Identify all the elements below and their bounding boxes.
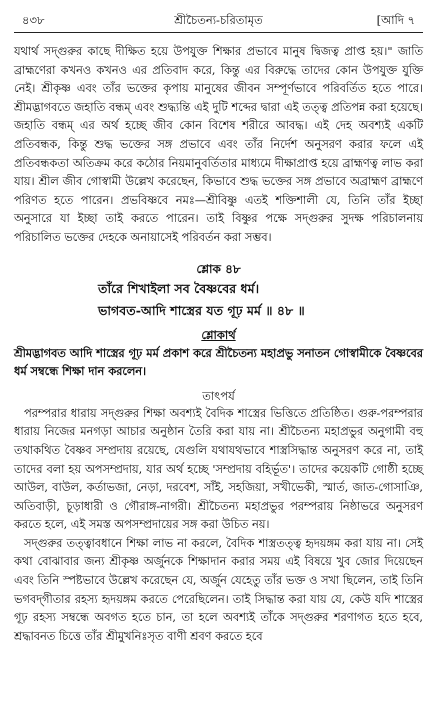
chapter-marker: [আদি ৭ [376, 13, 415, 27]
page-header [14, 6, 423, 33]
page-body [14, 43, 423, 646]
book-title: শ্রীচৈতন্য-চরিতামৃত [174, 13, 263, 27]
verse-line-2: ভাগবত-আদি শাস্ত্রের যত গূঢ় মর্ম ॥ ৪৮ ॥ [98, 302, 305, 318]
page-number: ৪৩৮ [22, 13, 45, 27]
purport-heading: তাৎপর্য [202, 388, 235, 403]
purport-paragraph-2: সদ্‌গুরুর তত্ত্বাবধানে শিক্ষা লাভ না করলে, বৈদিক শাস্ত্রতত্ত্ব হৃদয়ঙ্গম করা যায় না। সেই কথা বোঝাবার জন্য শ্রীকৃষ্ণ অর্জুনকে শিক্ষাদান করার সময় এই বিষয়ে খুব জোর দিয়েছেন এবং তিনি স্পষ্টভাবে উল্লেখ করেছেন যে, অর্জুন যেহেতু তাঁর ভক্ত ও সখা ছিলেন, তাই তিনি ভগবদ্‌গীতার রহস্য হৃদয়ঙ্গম করতে পেরেছিলেন। তাই সিদ্ধান্ত করা যায় যে, কেউ যদি শাস্ত্রের গূঢ় রহস্য সম্বন্ধে অবগত হতে চান, তা হলে অবশ্যই তাঁকে সদ্‌গুরুর শরণাগত হতে হবে, শ্রদ্ধাবনত চিত্তে তাঁর শ্রীমুখনিঃসৃত বাণী শ্রবণ করতে হবে [14, 536, 423, 643]
verse-line-1: তাঁরে শিখাইলা সব বৈষ্ণবের ধর্ম। [98, 280, 260, 296]
purport-paragraph-1: পরম্পরার ধারায় সদ্‌গুরুর শিক্ষা অবশ্যই বৈদিক শাস্ত্রের ভিত্তিতে প্রতিষ্ঠিত। গুরু-পরম্পরার ধারায় নিজের মনগড়া আচার অনুষ্ঠান তৈরি করা যায় না। শ্রীচৈতন্য মহাপ্রভুর অনুগামী বহু তথাকথিত বৈষ্ণব সম্প্রদায় রয়েছে, যেগুলি যথাযথভাবে শাস্ত্রসিদ্ধান্ত অনুসরণ করে না, তাই তাদের বলা হয় অপসম্প্রদায়, যার অর্থ হচ্ছে 'সম্প্রদায় বহির্ভূত'। তাদের কয়েকটি গোষ্ঠী হচ্ছে আউল, বাউল, কর্তাভজা, নেড়া, দরবেশ, সাঁই, সহজিয়া, সখীভেকী, স্মার্ত, জাত-গোসাঞি, অতিবাড়ী, চূড়াধারী ও গৌরাঙ্গ-নাগরী। শ্রীচৈতন্য মহাপ্রভুর পরম্পরায় নিষ্ঠাভরে অনুসরণ করতে হলে, এই সমস্ত অপসম্প্রদায়ের সঙ্গ করা উচিত নয়। [14, 406, 423, 532]
continued-paragraph: যথার্থ সদ্‌গুরুর কাছে দীক্ষিত হয়ে উপযুক্ত শিক্ষার প্রভাবে মানুষ দ্বিজত্ব প্রাপ্ত হয়।" জাতি ব্রাহ্মণেরা কখনও কখনও এর প্রতিবাদ করে, কিন্তু এর বিরুদ্ধে তাদের কোন উপযুক্ত যুক্তি নেই। শ্রীকৃষ্ণ এবং তাঁর ভক্তের কৃপায় মানুষের জীবন সম্পূর্ণভাবে পরিবর্তিত হতে পারে। শ্রীমদ্ভাগবতে জহাতি বন্ধম্ এবং শুদ্ধ্যন্তি এই দুটি শব্দের দ্বারা এই তত্ত্ব প্রতিপন্ন করা হয়েছে। জহাতি বন্ধম্ এর অর্থ হচ্ছে জীব কোন বিশেষ শরীরে আবদ্ধ। এই দেহ অবশ্যই একটি প্রতিবন্ধক, কিন্তু শুদ্ধ ভক্তের সঙ্গ প্রভাবে এবং তাঁর নির্দেশ অনুসরণ করার ফলে এই প্রতিবন্ধকতা অতিক্রম করে কঠোর নিয়মানুবর্তিতার মাধ্যমে দীক্ষাপ্রাপ্ত হয়ে ব্রাহ্মণত্ব লাভ করা যায়। শ্রীল জীব গোস্বামী উল্লেখ করেছেন, কিভাবে শুদ্ধ ভক্তের সঙ্গ প্রভাবে অব্রাহ্মণ ব্রাহ্মণে পরিণত হতে পারেন। প্রভবিষ্ণবে নমঃ—শ্রীবিষ্ণু এতই শক্তিশালী যে, তিনি তাঁর ইচ্ছা অনুসারে যা ইচ্ছা তাই করতে পারেন। তাই বিষ্ণুর পক্ষে সদ্‌গুরুর সুদক্ষ পরিচালনায় পরিচালিত ভক্তের দেহকে অনায়াসেই পরিবর্তন করা সম্ভব। [14, 45, 423, 244]
translation-heading: শ্লোকার্থ [201, 327, 236, 342]
translation-text: শ্রীমদ্ভাগবত আদি শাস্ত্রের গূঢ় মর্ম প্রকাশ করে শ্রীচৈতন্য মহাপ্রভু সনাতন গোস্বামীকে বৈষ্ণবের ধর্ম সম্বন্ধে শিক্ষা দান করলেন। [14, 345, 423, 379]
verse-number: শ্লোক ৪৮ [196, 261, 241, 276]
